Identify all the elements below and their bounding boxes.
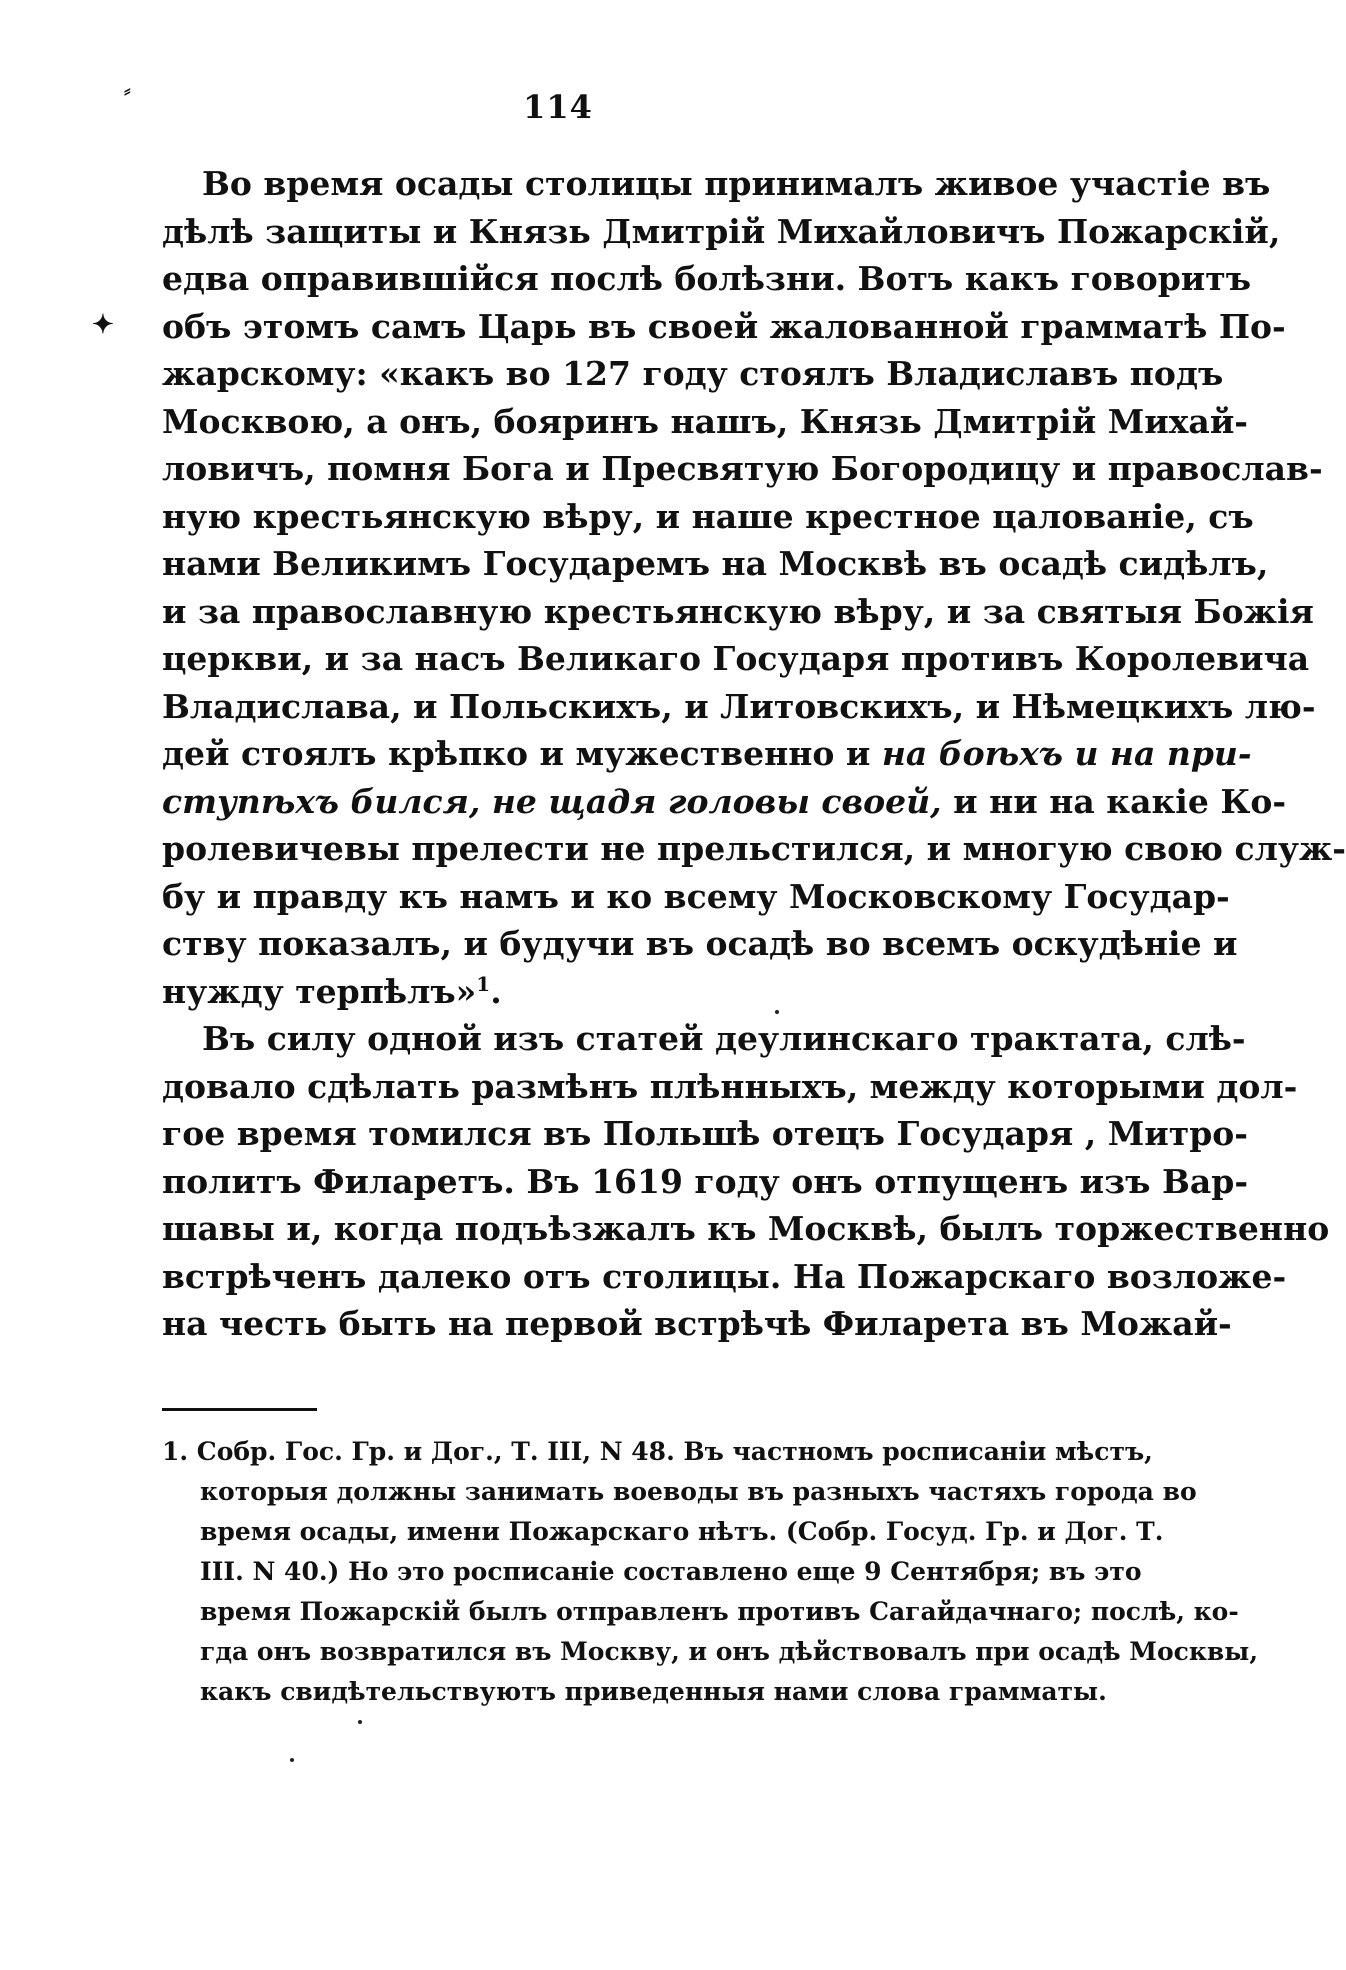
- footnote-line: время Пожарскій былъ отправленъ противъ Сагайдачнаго; послѣ, ко-: [200, 1597, 1239, 1626]
- text-line: ную крестьянскую вѣру, и наше крестное цалованіе, съ: [162, 496, 1254, 536]
- footnote-line: III. N 40.) Но это росписаніе составлено еще 9 Сентября; въ это: [200, 1557, 1142, 1586]
- footnote-divider: [162, 1408, 317, 1411]
- text-line: нами Великимъ Государемъ на Москвѣ въ осадѣ сидѣлъ,: [162, 544, 1269, 583]
- text-line: объ этомъ самъ Царь въ своей жалованной грамматѣ По-: [162, 306, 1286, 346]
- stray-mark-top-left: ⸗: [124, 78, 131, 102]
- footnote-line: время осады, имени Пожарскаго нѣтъ. (Собр. Госуд. Гр. и Дог. Т.: [200, 1517, 1164, 1546]
- text-segment: дей стоялъ крѣпко и мужественно и: [162, 734, 871, 773]
- footnote-line: которыя должны занимать воеводы въ разныхъ частяхъ города во: [200, 1477, 1197, 1506]
- text-line: довало сдѣлать размѣнъ плѣнныхъ, между которыми дол-: [162, 1066, 1298, 1106]
- text-line: Владислава, и Польскихъ, и Литовскихъ, и Нѣмецкихъ лю-: [162, 686, 1316, 726]
- text-line: церкви, и за насъ Великаго Государя противъ Королевича: [162, 639, 1310, 678]
- footnote-line: какъ свидѣтельствуютъ приведенныя нами слова грамматы.: [200, 1677, 1107, 1706]
- text-line: ролевичевы прелести не прельстился, и многую свою служ-: [162, 829, 1346, 868]
- italic-segment: ступѣхъ бился, не щадя головы своей,: [162, 781, 942, 821]
- text-line: гое время томился въ Польшѣ отецъ Государя , Митро-: [162, 1114, 1248, 1153]
- footnote-line: гда онъ возвратился въ Москву, и онъ дѣйствовалъ при осадѣ Москвы,: [200, 1637, 1259, 1666]
- main-text: [162, 160, 1346, 1348]
- italic-segment: на боѣхъ и на при-: [881, 734, 1252, 773]
- text-line: жарскому: «какъ во 127 году стоялъ Владиславъ подъ: [162, 354, 1224, 393]
- text-line: дѣлѣ защиты и Князь Дмитрій Михайловичъ Пожарскій,: [162, 211, 1281, 251]
- text-line: Во время осады столицы принималъ живое участіе въ: [202, 164, 1271, 203]
- footnote-reference: 1: [476, 971, 491, 996]
- text-line-closing: нужду терпѣлъ»$^1$.: [162, 971, 502, 1011]
- text-line: политъ Филаретъ. Въ 1619 году онъ отпущенъ изъ Вар-: [162, 1161, 1249, 1201]
- footnote: [162, 1432, 1259, 1712]
- speck: [775, 1010, 779, 1014]
- text-line: встрѣченъ далеко отъ столицы. На Пожарскаго возложе-: [162, 1256, 1287, 1296]
- page-number: 114: [523, 88, 593, 126]
- speck: [290, 1758, 294, 1762]
- text-line: ловичъ, помня Бога и Пресвятую Богородицу и православ-: [162, 449, 1323, 488]
- text-line: Въ силу одной изъ статей деулинскаго трактата, слѣ-: [202, 1019, 1246, 1058]
- text-line-mixed: [162, 730, 1252, 778]
- footnote-line: 1. Собр. Гос. Гр. и Дог., Т. III, N 48. Въ частномъ росписаніи мѣстъ,: [162, 1437, 1153, 1466]
- text-line-mixed: [162, 778, 1287, 826]
- text-line: шавы и, когда подъѣзжалъ къ Москвѣ, былъ торжественно: [162, 1209, 1330, 1248]
- text-line: едва оправившійся послѣ болѣзни. Вотъ какъ говоритъ: [162, 259, 1252, 298]
- text-line: Москвою, а онъ, бояринъ нашъ, Князь Дмитрій Михай-: [162, 401, 1248, 441]
- text-line: ству показалъ, и будучи въ осадѣ во всемъ оскудѣніе и: [162, 924, 1238, 963]
- text-line: бу и правду къ намъ и ко всему Московскому Государ-: [162, 876, 1230, 916]
- text-line: на честь быть на первой встрѣчѣ Филарета въ Можай-: [162, 1304, 1232, 1343]
- text-segment: и ни на какіе Ко-: [953, 781, 1287, 821]
- text-segment: нужду терпѣлъ»: [162, 971, 477, 1011]
- text-line: и за православную крестьянскую вѣру, и за святыя Божія: [162, 591, 1314, 631]
- margin-cross-mark: ✦: [92, 310, 114, 340]
- speck: [358, 1720, 362, 1724]
